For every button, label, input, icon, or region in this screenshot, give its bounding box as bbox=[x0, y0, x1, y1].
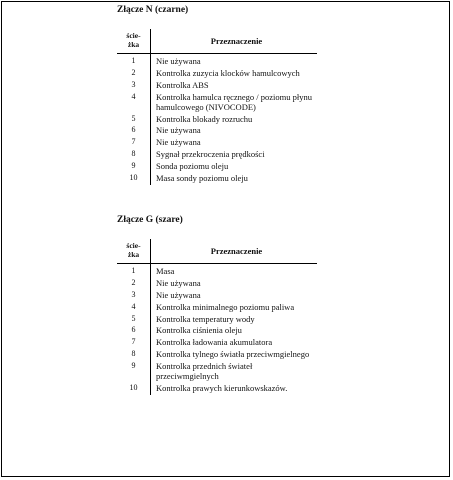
table-row bbox=[117, 325, 317, 335]
pin-purpose: Kontrolka temperatury wody bbox=[156, 313, 255, 324]
table-row bbox=[117, 383, 317, 393]
pin-number: 7 bbox=[131, 337, 136, 347]
pin-purpose: Masa bbox=[156, 266, 175, 276]
table-row bbox=[117, 161, 317, 171]
pin-purpose: Nie używana bbox=[156, 289, 201, 300]
table-header bbox=[117, 28, 317, 54]
pin-number: 8 bbox=[131, 349, 136, 359]
table-body bbox=[117, 54, 317, 183]
pin-purpose: Kontrolka ciśnienia oleju bbox=[156, 325, 242, 336]
table-row bbox=[117, 337, 317, 347]
column-header-pin: ście- żka bbox=[126, 31, 141, 49]
table-row bbox=[117, 302, 317, 312]
pin-number: 6 bbox=[131, 125, 136, 135]
pin-purpose: Kontrolka prawych kierunkowskazów. bbox=[156, 383, 288, 394]
table-row bbox=[117, 92, 317, 112]
pin-purpose: Nie używana bbox=[156, 56, 201, 66]
column-header-pin: ście- żka bbox=[126, 241, 141, 259]
pin-number: 2 bbox=[131, 67, 136, 77]
pin-number: 4 bbox=[131, 91, 136, 101]
pin-table bbox=[117, 238, 317, 393]
pin-purpose: Sonda poziomu oleju bbox=[156, 161, 229, 172]
table-row bbox=[117, 149, 317, 159]
table-row bbox=[117, 80, 317, 90]
column-divider bbox=[150, 239, 151, 395]
pin-purpose: Kontrolka ABS bbox=[156, 79, 209, 90]
table-row bbox=[117, 349, 317, 359]
section-connector-n bbox=[117, 4, 317, 185]
section-connector-g bbox=[117, 214, 317, 395]
table-row bbox=[117, 278, 317, 288]
pin-number: 4 bbox=[131, 301, 136, 311]
table-row bbox=[117, 290, 317, 300]
pin-purpose: Kontrolka minimalnego poziomu paliwa bbox=[156, 301, 295, 312]
pin-purpose: Nie używana bbox=[156, 137, 201, 148]
column-header-purpose: Przeznaczenie bbox=[210, 245, 263, 256]
table-body bbox=[117, 264, 317, 393]
table-row bbox=[117, 314, 317, 324]
table-row bbox=[117, 137, 317, 147]
pin-table bbox=[117, 28, 317, 183]
pin-purpose: Nie używana bbox=[156, 277, 201, 288]
section-title: Złącze G (szare) bbox=[117, 215, 183, 225]
pin-number: 5 bbox=[131, 313, 136, 323]
table-header bbox=[117, 238, 317, 264]
table-row bbox=[117, 125, 317, 135]
table-row bbox=[117, 361, 317, 381]
pin-purpose: Kontrolka blokady rozruchu bbox=[156, 113, 253, 124]
pin-purpose: Kontrolka przednich świateł przeciwmgielnych bbox=[156, 361, 253, 382]
pin-purpose: Nie używana bbox=[156, 125, 201, 136]
column-divider bbox=[150, 29, 151, 185]
pin-number: 10 bbox=[129, 173, 138, 183]
pin-purpose: Kontrolka tylnego światła przeciwmgielnego bbox=[156, 349, 310, 360]
pin-purpose: Kontrolka zuzycia klocków hamulcowych bbox=[156, 67, 300, 78]
pin-number: 2 bbox=[131, 277, 136, 287]
column-header-purpose: Przeznaczenie bbox=[210, 35, 263, 46]
pin-number: 1 bbox=[131, 266, 136, 275]
table-row bbox=[117, 114, 317, 124]
table-row bbox=[117, 56, 317, 66]
table-row bbox=[117, 173, 317, 183]
pin-number: 3 bbox=[131, 79, 136, 89]
pin-number: 7 bbox=[131, 137, 136, 147]
pin-number: 9 bbox=[131, 161, 136, 171]
pin-purpose: Masa sondy poziomu oleju bbox=[156, 173, 248, 184]
pin-number: 1 bbox=[131, 56, 136, 65]
pin-purpose: Sygnał przekroczenia prędkości bbox=[156, 149, 265, 160]
table-row bbox=[117, 266, 317, 276]
pin-number: 3 bbox=[131, 289, 136, 299]
pin-number: 9 bbox=[131, 361, 136, 371]
section-title: Złącze N (czarne) bbox=[117, 5, 189, 15]
pin-number: 5 bbox=[131, 113, 136, 123]
pin-number: 6 bbox=[131, 325, 136, 335]
pin-number: 10 bbox=[129, 383, 138, 393]
table-row bbox=[117, 68, 317, 78]
pin-purpose: Kontrolka hamulca ręcznego / poziomu płynu hamulcowego (NIVOCODE) bbox=[156, 91, 313, 112]
pin-purpose: Kontrolka ładowania akumulatora bbox=[156, 337, 273, 348]
pin-number: 8 bbox=[131, 149, 136, 159]
